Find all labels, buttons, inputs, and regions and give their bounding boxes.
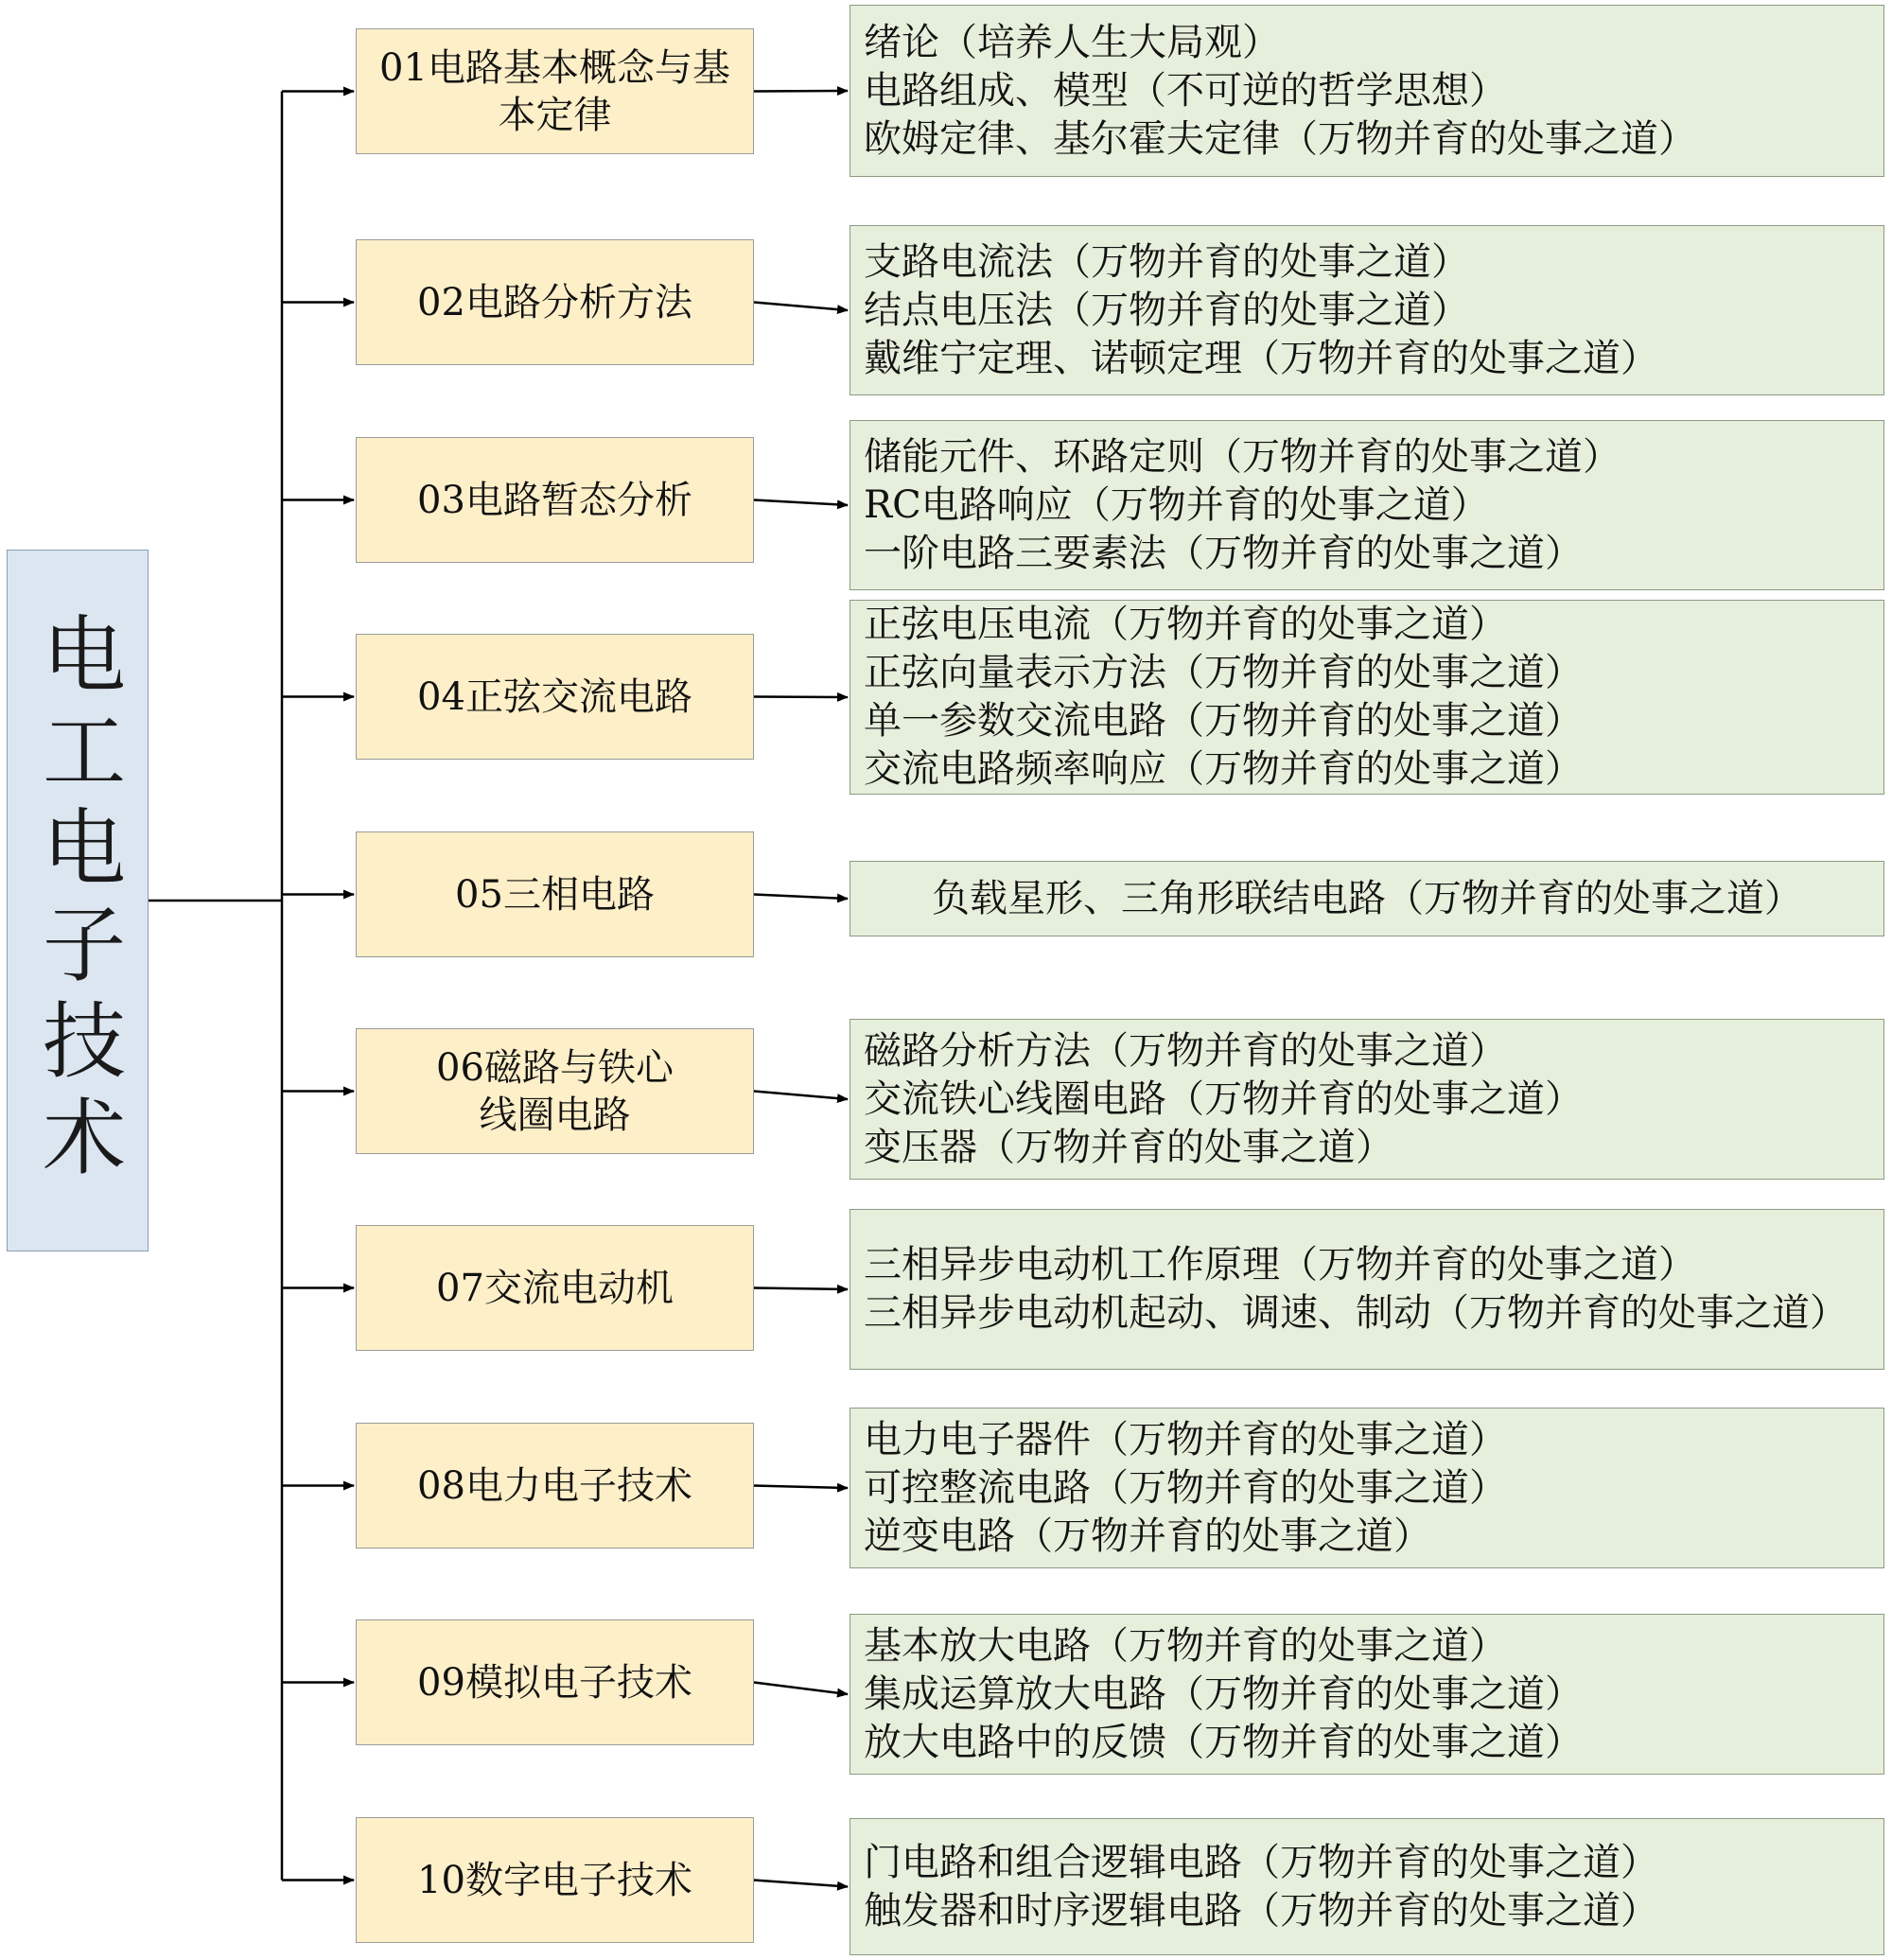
topic-item: 三相异步电动机起动、调速、制动（万物并育的处事之道）: [864, 1291, 1848, 1335]
topic-box: [850, 1209, 1884, 1370]
topic-item: 门电路和组合逻辑电路（万物并育的处事之道）: [864, 1840, 1658, 1884]
topic-arrow: [754, 697, 848, 698]
topic-arrow: [754, 1288, 848, 1290]
topic-item: 单一参数交流电路（万物并育的处事之道）: [864, 699, 1583, 743]
chapter-title-line: 07交流电动机: [436, 1266, 674, 1310]
topic-arrow: [754, 1486, 848, 1489]
chapter-title-line: 03电路暂态分析: [417, 478, 692, 522]
chapter-node: [356, 634, 754, 760]
topic-item: 交流电路频率响应（万物并育的处事之道）: [864, 747, 1583, 791]
topic-item: 触发器和时序逻辑电路（万物并育的处事之道）: [864, 1888, 1658, 1933]
chapter-title-line: 线圈电路: [479, 1093, 631, 1137]
chapter-title-line: 10数字电子技术: [417, 1858, 692, 1902]
topic-arrow: [754, 1092, 848, 1100]
topic-item: 储能元件、环路定则（万物并育的处事之道）: [864, 434, 1620, 479]
topic-item: 可控整流电路（万物并育的处事之道）: [864, 1465, 1507, 1510]
chapter-node: [356, 831, 754, 957]
topic-arrow: [754, 895, 848, 900]
chapter-node: [356, 1817, 754, 1943]
topic-box: [850, 225, 1884, 395]
chapter-title-line: 01电路基本概念与基: [379, 45, 730, 90]
topic-item: 欧姆定律、基尔霍夫定律（万物并育的处事之道）: [864, 116, 1696, 161]
topic-item: 放大电路中的反馈（万物并育的处事之道）: [864, 1720, 1583, 1764]
topic-box: [850, 1818, 1884, 1955]
topic-arrow: [754, 91, 848, 92]
topic-arrow: [754, 1683, 848, 1695]
topic-item: 负载星形、三角形联结电路（万物并育的处事之道）: [932, 876, 1802, 920]
topic-box: [850, 1408, 1884, 1568]
topic-item: 交流铁心线圈电路（万物并育的处事之道）: [864, 1076, 1583, 1121]
topic-box: [850, 1614, 1884, 1775]
chapter-node: [356, 1619, 754, 1745]
topic-box: [850, 600, 1884, 795]
chapter-node: [356, 1423, 754, 1549]
topic-item: 逆变电路（万物并育的处事之道）: [864, 1514, 1431, 1558]
chapter-title-line: 02电路分析方法: [417, 280, 692, 324]
chapter-node: [356, 28, 754, 154]
topic-item: 电力电子器件（万物并育的处事之道）: [864, 1417, 1507, 1461]
chapter-title-line: 05三相电路: [455, 872, 655, 917]
root-label: 电工电子技术: [29, 611, 127, 1190]
topic-arrow: [754, 303, 848, 311]
topic-box: [850, 420, 1884, 590]
topic-item: 戴维宁定理、诺顿定理（万物并育的处事之道）: [864, 336, 1658, 380]
topic-item: 一阶电路三要素法（万物并育的处事之道）: [864, 531, 1583, 575]
topic-item: 结点电压法（万物并育的处事之道）: [864, 288, 1469, 332]
topic-item: 正弦电压电流（万物并育的处事之道）: [864, 603, 1507, 646]
topic-item: 三相异步电动机工作原理（万物并育的处事之道）: [864, 1243, 1696, 1286]
topic-box: [850, 1019, 1884, 1180]
chapter-node: [356, 239, 754, 365]
chapter-node: [356, 1028, 754, 1154]
chapter-title-line: 04正弦交流电路: [417, 674, 692, 719]
topic-item: 基本放大电路（万物并育的处事之道）: [864, 1623, 1507, 1668]
topic-item: 支路电流法（万物并育的处事之道）: [864, 239, 1469, 284]
topic-item: RC电路响应（万物并育的处事之道）: [864, 482, 1489, 527]
topic-arrow: [754, 1881, 848, 1887]
chapter-title-line: 08电力电子技术: [417, 1463, 692, 1508]
chapter-title-line: 本定律: [498, 93, 612, 137]
topic-item: 正弦向量表示方法（万物并育的处事之道）: [864, 651, 1583, 694]
topic-box: [850, 5, 1884, 177]
chapter-node: [356, 437, 754, 563]
topic-item: 变压器（万物并育的处事之道）: [864, 1125, 1393, 1169]
chapter-title-line: 06磁路与铁心: [436, 1045, 674, 1090]
topic-item: 绪论（培养人生大局观）: [864, 20, 1280, 64]
topic-item: 磁路分析方法（万物并育的处事之道）: [864, 1028, 1507, 1073]
topic-box: [850, 861, 1884, 936]
topic-item: 电路组成、模型（不可逆的哲学思想）: [864, 68, 1507, 113]
chapter-node: [356, 1225, 754, 1351]
chapter-title-line: 09模拟电子技术: [417, 1660, 692, 1705]
root-node: [7, 550, 149, 1251]
topic-item: 集成运算放大电路（万物并育的处事之道）: [864, 1671, 1583, 1716]
topic-arrow: [754, 500, 848, 506]
